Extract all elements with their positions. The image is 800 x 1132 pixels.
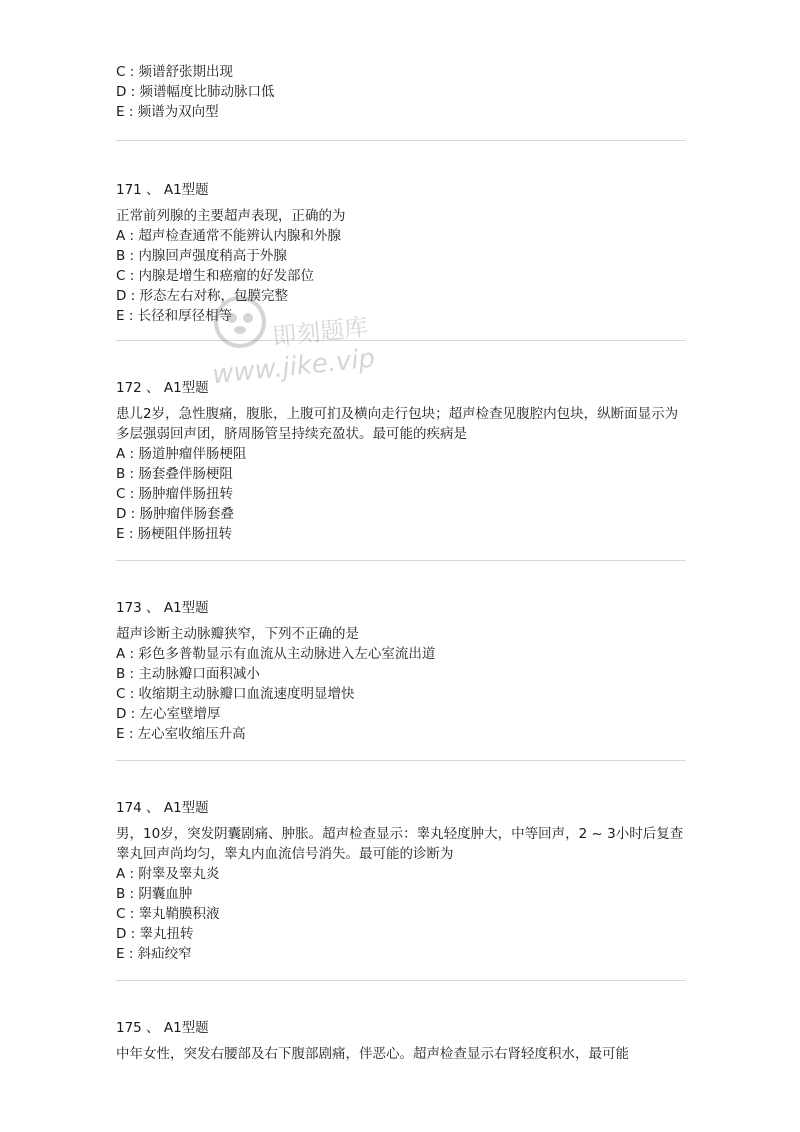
divider	[116, 340, 686, 341]
question-stem: 超声诊断主动脉瓣狭窄，下列不正确的是	[116, 626, 359, 642]
option-a: A : 附睾及睾丸炎	[116, 866, 220, 882]
question-stem: 正常前列腺的主要超声表现，正确的为	[116, 208, 346, 224]
question-172	[116, 378, 686, 544]
option-a: A : 肠道肿瘤伴肠梗阻	[116, 446, 247, 462]
option-b: B : 阴囊血肿	[116, 886, 193, 902]
option-a: A : 彩色多普勒显示有血流从主动脉进入左心室流出道	[116, 646, 436, 662]
question-173	[116, 598, 686, 744]
question-stem: 中年女性，突发右腰部及右下腹部剧痛，伴恶心。超声检查显示右肾轻度积水，最可能	[116, 1046, 629, 1062]
option-c: C : 收缩期主动脉瓣口血流速度明显增快	[116, 686, 355, 702]
top-options	[116, 62, 686, 122]
option-d: D : 形态左右对称，包膜完整	[116, 288, 289, 304]
question-header: 175 、 A1型题	[116, 1020, 209, 1036]
option-d: D : 频谱幅度比肺动脉口低	[116, 84, 275, 100]
option-b: B : 内腺回声强度稍高于外腺	[116, 248, 287, 264]
question-header: 174 、 A1型题	[116, 800, 209, 816]
option-c: C : 肠肿瘤伴肠扭转	[116, 486, 234, 502]
option-a: A : 超声检查通常不能辨认内腺和外腺	[116, 228, 341, 244]
option-d: D : 肠肿瘤伴肠套叠	[116, 506, 235, 522]
watermark-url: www.jike.vip	[210, 343, 377, 391]
question-header: 173 、 A1型题	[116, 600, 209, 616]
question-174	[116, 798, 686, 964]
option-e: E : 长径和厚径相等	[116, 308, 233, 324]
question-header: 171 、 A1型题	[116, 182, 209, 198]
divider	[116, 560, 686, 561]
option-c: C : 内腺是增生和癌瘤的好发部位	[116, 268, 315, 284]
option-e: E : 肠梗阻伴肠扭转	[116, 526, 233, 542]
divider	[116, 980, 686, 981]
question-171	[116, 180, 686, 326]
option-e: E : 左心室收缩压升高	[116, 726, 246, 742]
question-stem: 患儿2岁，急性腹痛，腹胀，上腹可扪及横向走行包块；超声检查见腹腔内包块，纵断面显示为多层强弱回声团，脐周肠管呈持续充盈状。最可能的疾病是	[116, 406, 679, 442]
watermark-text: 即刻题库	[271, 313, 370, 351]
option-e: E : 斜疝绞窄	[116, 946, 192, 962]
divider	[116, 140, 686, 141]
option-e: E : 频谱为双向型	[116, 104, 219, 120]
divider	[116, 760, 686, 761]
question-175	[116, 1018, 686, 1064]
option-b: B : 肠套叠伴肠梗阻	[116, 466, 233, 482]
option-d: D : 左心室壁增厚	[116, 706, 221, 722]
option-d: D : 睾丸扭转	[116, 926, 194, 942]
option-c: C : 睾丸鞘膜积液	[116, 906, 220, 922]
option-b: B : 主动脉瓣口面积减小	[116, 666, 260, 682]
option-c: C : 频谱舒张期出现	[116, 64, 234, 80]
question-header: 172 、 A1型题	[116, 380, 209, 396]
question-stem: 男，10岁，突发阴囊剧痛、肿胀。超声检查显示：睾丸轻度肿大，中等回声，2 ~ 3小时后复查睾丸回声尚均匀，睾丸内血流信号消失。最可能的诊断为	[116, 826, 684, 862]
